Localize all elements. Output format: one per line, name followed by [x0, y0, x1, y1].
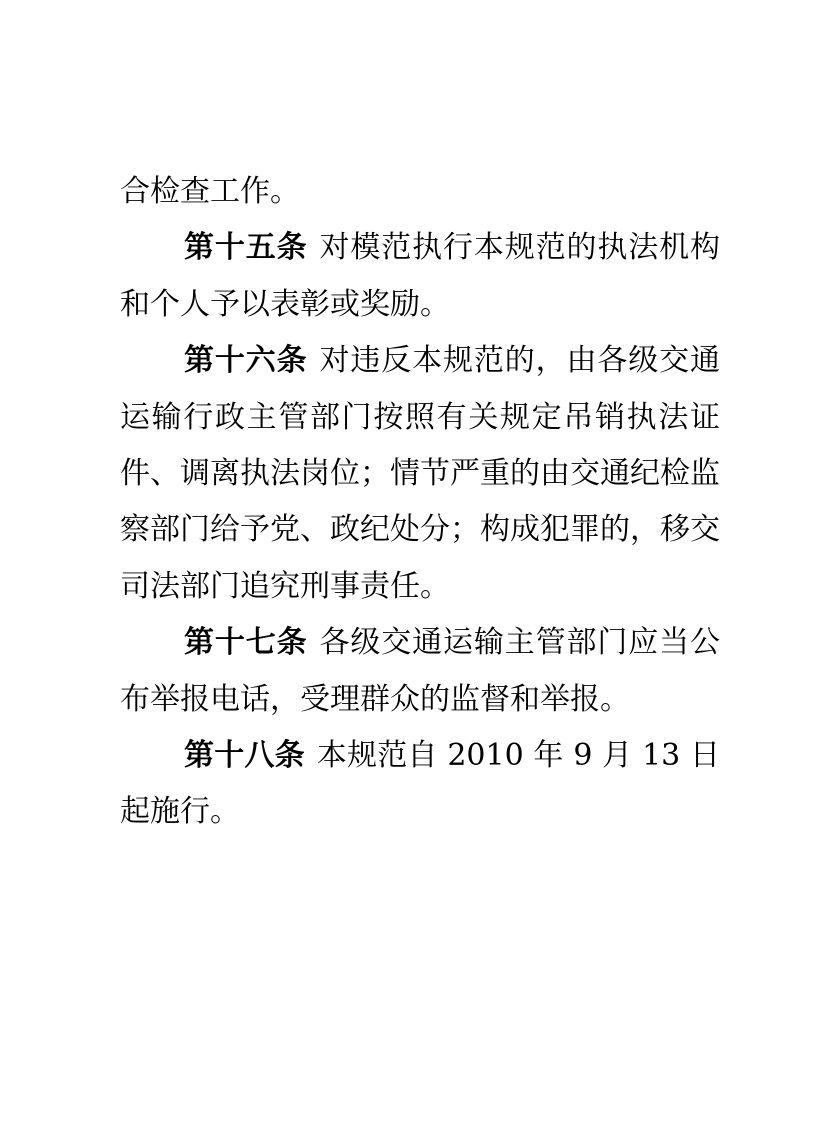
article-17-paragraph — [120, 615, 720, 728]
article-16-label: 第十六条 — [184, 343, 308, 379]
article-18-text: 本规范自 2010 年 9 月 13 日起施行。 — [120, 738, 721, 830]
document-body — [120, 164, 720, 841]
article-16-text: 对违反本规范的，由各级交通运输行政主管部门按照有关规定吊销执法证件、调离执法岗位；情节严重的由交通纪检监察部门给予党、政纪处分；构成犯罪的，移交司法部门追究刑事责任。 — [120, 343, 720, 604]
lead-fragment-text: 合检查工作。 — [120, 174, 300, 209]
article-18-paragraph — [120, 728, 720, 841]
article-18-label: 第十八条 — [184, 738, 305, 774]
article-16-paragraph — [120, 333, 720, 615]
article-17-text: 各级交通运输主管部门应当公布举报电话，受理群众的监督和举报。 — [120, 625, 720, 717]
lead-fragment-paragraph — [120, 164, 720, 220]
article-15-text: 对模范执行本规范的执法机构和个人予以表彰或奖励。 — [120, 230, 720, 322]
article-17-label: 第十七条 — [184, 625, 308, 661]
article-15-paragraph — [120, 220, 720, 333]
article-15-label: 第十五条 — [184, 230, 308, 266]
